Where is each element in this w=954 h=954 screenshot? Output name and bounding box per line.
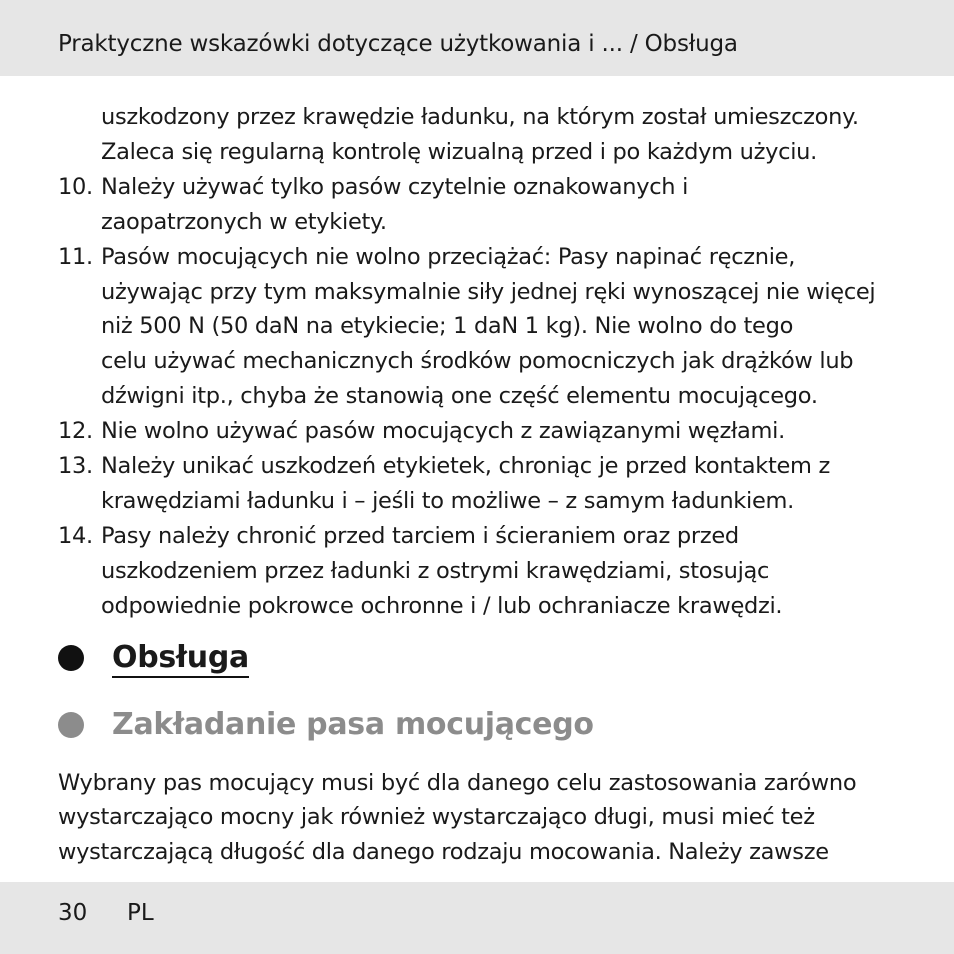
- list-item-continuation: [58, 100, 888, 170]
- list-item-11: [58, 240, 888, 415]
- list-item-line: Pasy należy chronić przed tarciem i ścieraniem oraz przed: [101, 522, 739, 549]
- list-item-line: Należy używać tylko pasów czytelnie oznakowanych i: [101, 173, 689, 200]
- list-item-12: [58, 414, 888, 449]
- language-code: PL: [127, 900, 154, 926]
- header-title: Praktyczne wskazówki dotyczące użytkowania i ... / Obsługa: [58, 31, 738, 57]
- instructions-list: [58, 100, 888, 624]
- list-item-line: zaopatrzonych w etykiety.: [101, 208, 387, 235]
- paragraph-line: Wybrany pas mocujący musi być dla danego celu zastosowania zarówno: [58, 769, 857, 796]
- list-item-line: Nie wolno używać pasów mocujących z zawiązanymi węzłami.: [101, 418, 785, 445]
- list-item-13: [58, 449, 888, 519]
- list-item-line: dźwigni itp., chyba że stanowią one część elementu mocującego.: [101, 383, 818, 410]
- paragraph-line: wystarczająco mocny jak również wystarczająco długi, musi mieć też: [58, 804, 815, 831]
- page-content: [58, 100, 888, 870]
- list-item-line: krawędziami ładunku i – jeśli to możliwe – z samym ładunkiem.: [101, 487, 794, 514]
- list-item-line: niż 500 N (50 daN na etykiecie; 1 daN 1 kg). Nie wolno do tego: [101, 313, 794, 340]
- body-paragraph: [58, 766, 888, 870]
- list-item-10: [58, 170, 888, 240]
- list-item-number: 10.: [58, 173, 93, 200]
- list-item-number: 14.: [58, 522, 93, 549]
- list-item-14: [58, 519, 888, 624]
- bullet-icon: [58, 712, 84, 738]
- subsection-heading: [58, 705, 888, 745]
- page-number: 30: [58, 900, 88, 926]
- subsection-heading-label: Zakładanie pasa mocującego: [112, 706, 594, 742]
- list-item-line: Pasów mocujących nie wolno przeciążać: Pasy napinać ręcznie,: [101, 243, 796, 270]
- page-header: [0, 0, 954, 76]
- list-item-line: uszkodzony przez krawędzie ładunku, na którym został umieszczony.: [101, 104, 859, 130]
- list-item-line: celu używać mechanicznych środków pomocniczych jak drążków lub: [101, 348, 854, 375]
- list-item-number: 13.: [58, 453, 93, 480]
- bullet-icon: [58, 645, 84, 671]
- section-heading-label: Obsługa: [112, 640, 249, 678]
- list-item-number: 11.: [58, 243, 93, 270]
- section-heading-obsluga: [58, 638, 888, 678]
- list-item-line: Należy unikać uszkodzeń etykietek, chroniąc je przed kontaktem z: [101, 453, 831, 480]
- paragraph-line: wystarczającą długość dla danego rodzaju mocowania. Należy zawsze: [58, 839, 829, 866]
- list-item-line: uszkodzeniem przez ładunki z ostrymi krawędziami, stosując: [101, 557, 770, 584]
- list-item-number: 12.: [58, 418, 93, 445]
- list-item-line: odpowiednie pokrowce ochronne i / lub ochraniacze krawędzi.: [101, 592, 783, 619]
- page-footer: [0, 882, 954, 954]
- list-item-line: Zaleca się regularną kontrolę wizualną przed i po każdym użyciu.: [101, 138, 817, 165]
- list-item-line: używając przy tym maksymalnie siły jednej ręki wynoszącej nie więcej: [101, 278, 876, 305]
